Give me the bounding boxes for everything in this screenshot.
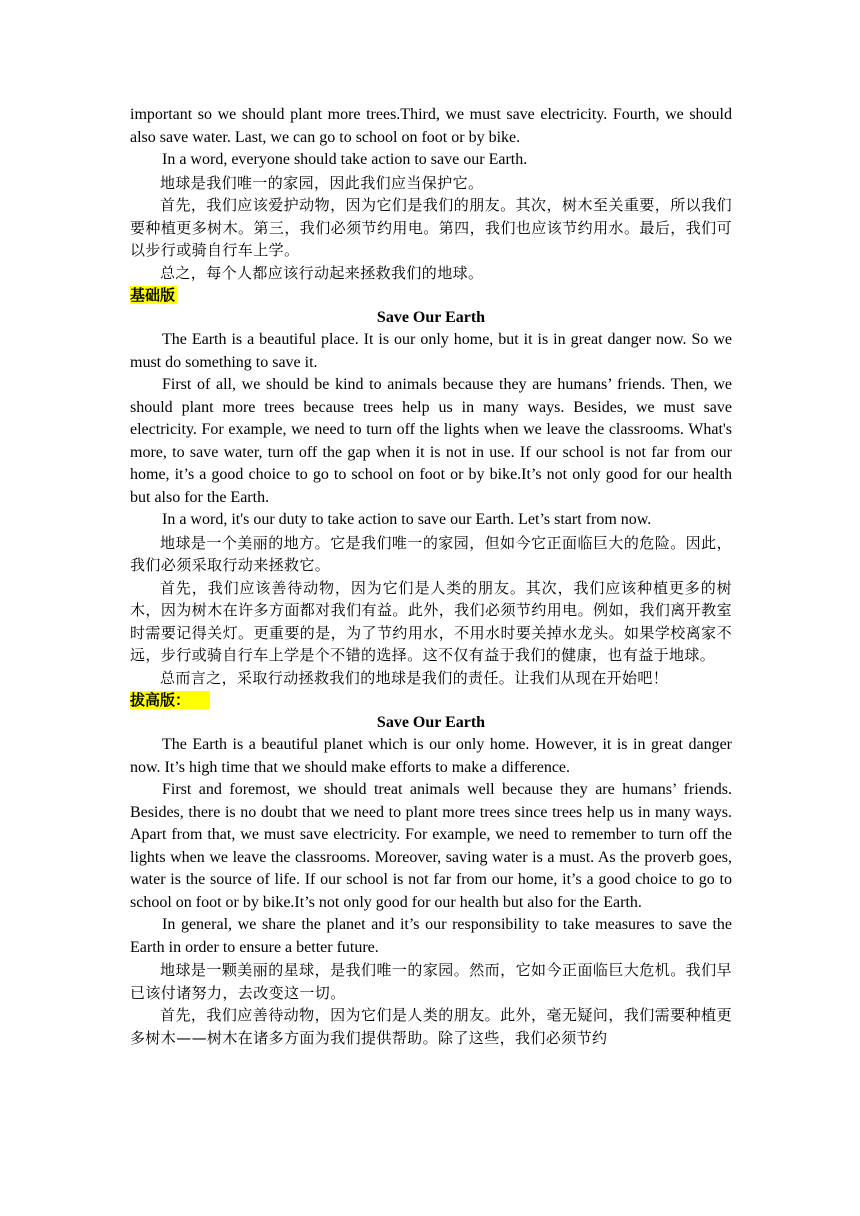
basic-en-paragraph-3: In a word, it's our duty to take action to save our Earth. Let’s start from now. [162, 511, 652, 528]
top-zh-paragraph-3: 总之，每个人都应该行动起来拯救我们的地球。 [160, 263, 484, 282]
document-body [130, 104, 732, 1049]
basic-version-label: 基础版 [130, 286, 176, 304]
advanced-version-label: 拔高版： [130, 691, 210, 709]
top-zh-paragraph-2: 首先，我们应该爱护动物，因为它们是我们的朋友。其次，树木至关重要，所以我们要种植更多树木。第三，我们必须节约用电。第四，我们也应该节约用水。最后，我们可以步行或骑自行车上学。 [130, 196, 732, 259]
advanced-en-paragraph-1: The Earth is a beautiful planet which is our only home. However, it is in great danger now. It’s high time that we should make efforts to make a difference. [130, 736, 732, 776]
basic-zh-paragraph-1: 地球是一个美丽的地方。它是我们唯一的家园，但如今它正面临巨大的危险。因此，我们必须采取行动来拯救它。 [130, 533, 732, 574]
top-en-paragraph-1: important so we should plant more trees.Third, we must save electricity. Fourth, we should also save water. Last, we can go to school on foot or by bike. [130, 106, 732, 146]
basic-en-paragraph-2: First of all, we should be kind to animals because they are humans’ friends. Then, we should plant more trees because trees help us in many ways. Besides, we must save electricity. For example, we need to turn off the lights when we leave the classrooms. What's more, to save water, turn off the gap when it is not in use. If our school is not far from our home, it’s a good choice to go to school on foot or by bike.It’s not only good for our health but also for the Earth. [130, 376, 732, 506]
basic-zh-paragraph-3: 总而言之，采取行动拯救我们的地球是我们的责任。让我们从现在开始吧！ [160, 668, 669, 687]
basic-title: Save Our Earth [376, 308, 486, 326]
advanced-en-paragraph-2: First and foremost, we should treat animals well because they are humans’ friends. Besides, there is no doubt that we need to plant more trees since trees help us in many ways. Apart from that, we must save electricity. For example, we need to remember to turn off the lights when we leave the classrooms. Moreover, saving water is a must. As the proverb goes, water is the source of life. If our school is not far from our home, it’s a good choice to go to school on foot or by bike.It’s not only good for our health but also for the Earth. [130, 781, 732, 911]
basic-en-paragraph-1: The Earth is a beautiful place. It is our only home, but it is in great danger now. So we must do something to save it. [130, 331, 732, 371]
basic-zh-paragraph-2: 首先，我们应该善待动物，因为它们是人类的朋友。其次，我们应该种植更多的树木，因为树木在许多方面都对我们有益。此外，我们必须节约用电。例如，我们离开教室时需要记得关灯。更重要的是，为了节约用水，不用水时要关掉水龙头。如果学校离家不远，步行或骑自行车上学是个不错的选择。这不仅有益于我们的健康，也有益于地球。 [130, 578, 732, 664]
advanced-title: Save Our Earth [376, 713, 486, 731]
top-zh-paragraph-1: 地球是我们唯一的家园，因此我们应当保护它。 [160, 173, 484, 192]
advanced-version-label-row [130, 689, 732, 712]
basic-version-label-row [130, 284, 732, 307]
top-en-paragraph-2: In a word, everyone should take action to save our Earth. [162, 151, 528, 168]
advanced-zh-paragraph-2: 首先，我们应善待动物，因为它们是人类的朋友。此外，毫无疑问，我们需要种植更多树木——树木在诸多方面为我们提供帮助。除了这些，我们必须节约 [130, 1006, 732, 1047]
advanced-zh-paragraph-1: 地球是一颗美丽的星球，是我们唯一的家园。然而，它如今正面临巨大危机。我们早已该付诸努力，去改变这一切。 [130, 961, 732, 1002]
advanced-en-paragraph-3: In general, we share the planet and it’s our responsibility to take measures to save the Earth in order to ensure a better future. [130, 916, 732, 956]
